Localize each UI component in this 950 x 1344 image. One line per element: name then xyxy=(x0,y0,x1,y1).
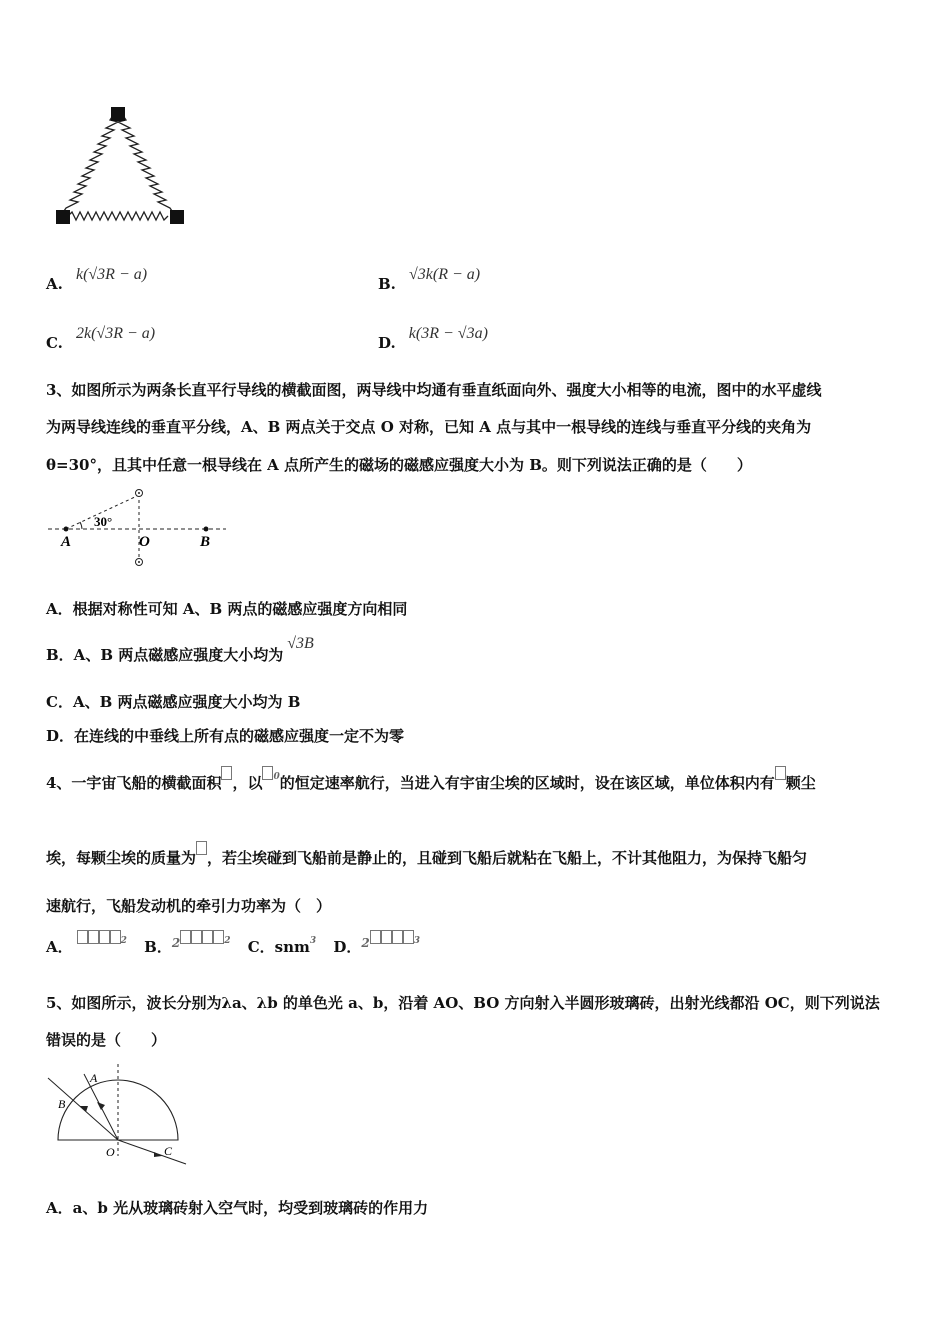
q3-option-a[interactable]: A．根据对称性可知 A、B 两点的磁感应强度方向相同 xyxy=(46,600,408,618)
q5-option-a[interactable]: A．a、b 光从玻璃砖射入空气时，均受到玻璃砖的作用力 xyxy=(46,1199,429,1217)
wire-top-dot xyxy=(138,492,140,494)
q4-stem-line-3: 速航行，飞船发动机的牵引力功率为（ ） xyxy=(46,897,332,915)
q4-option-a[interactable] xyxy=(46,938,132,956)
q3-stem-line-1: 3、如图所示为两条长直平行导线的横截面图，两导线中均通有垂直纸面向外、强度大小相等的电流，图中的水平虚线 xyxy=(46,381,822,399)
q2-option-c[interactable] xyxy=(46,323,156,352)
missing-symbol-box xyxy=(381,930,392,944)
q4-option-b[interactable] xyxy=(144,938,236,956)
label-a: A xyxy=(61,534,72,550)
q5-stem-line-2: 错误的是（ ） xyxy=(46,1031,167,1049)
option-label: A. xyxy=(46,275,63,293)
q4-stem-line-1 xyxy=(46,772,816,793)
q2-option-b[interactable] xyxy=(378,264,481,293)
q3-option-d[interactable]: D．在连线的中垂线上所有点的磁感应强度一定不为零 xyxy=(46,727,405,745)
label-o: O xyxy=(139,534,150,550)
q5-glass-brick-figure xyxy=(44,1060,194,1170)
q2-option-d[interactable] xyxy=(378,323,488,352)
missing-symbol-box xyxy=(775,766,786,780)
q3-option-b[interactable] xyxy=(46,632,314,664)
label-c: C xyxy=(164,1144,173,1158)
q3-stem-line-2: 为两导线连线的垂直平分线，A、B 两点关于交点 O 对称，已知 A 点与其中一根导线的连线与垂直平分线的夹角为 xyxy=(46,418,812,436)
label-o: O xyxy=(106,1145,115,1159)
superscript: 2 xyxy=(224,936,231,946)
option-expression: k(3R − √3a) xyxy=(408,325,488,342)
option-label: B． xyxy=(144,938,172,956)
missing-symbol-box xyxy=(191,930,202,944)
option-expression: k(√3R − a) xyxy=(75,266,148,283)
q4-option-c[interactable] xyxy=(248,938,322,956)
spring-bottom xyxy=(68,212,168,220)
superscript: 3 xyxy=(309,936,317,946)
option-label: C. xyxy=(46,334,63,352)
option-label: D． xyxy=(333,938,362,956)
coefficient: 2 xyxy=(171,936,181,950)
q4-text: 颗尘 xyxy=(785,774,816,792)
missing-symbol-box xyxy=(403,930,414,944)
missing-symbol-box xyxy=(202,930,213,944)
point-a xyxy=(64,527,69,532)
wire-bottom-dot xyxy=(138,561,140,563)
missing-symbol-box xyxy=(77,930,88,944)
q4-text: ，以 xyxy=(232,774,263,792)
option-text: B．A、B 两点磁感应强度大小均为 xyxy=(46,646,284,664)
arrow-a xyxy=(97,1102,105,1110)
q4-stem-line-2 xyxy=(46,847,807,868)
mass-bottom-right xyxy=(170,210,184,224)
mass-bottom-left xyxy=(56,210,70,224)
label-b: B xyxy=(58,1097,66,1111)
label-a: A xyxy=(90,1071,98,1085)
q4-option-d[interactable] xyxy=(333,938,420,956)
point-b xyxy=(204,527,209,532)
missing-symbol-box xyxy=(213,930,224,944)
q4-text: ，若尘埃碰到飞船前是静止的，且碰到飞船后就粘在飞船上，不计其他阻力，为保持飞船匀 xyxy=(207,849,808,867)
angle-label: 30° xyxy=(94,514,113,529)
missing-symbol-box xyxy=(99,930,110,944)
option-expression: 2k(√3R − a) xyxy=(76,325,156,342)
option-label: C． xyxy=(247,938,275,956)
superscript: 3 xyxy=(413,936,421,946)
option-expression: √3B xyxy=(287,635,314,652)
missing-symbol-box xyxy=(196,841,207,855)
ray-oc xyxy=(118,1140,186,1164)
option-label: D. xyxy=(378,334,396,352)
arrow-b xyxy=(80,1106,88,1112)
option-label: B. xyxy=(378,275,396,293)
option-label: A． xyxy=(46,938,73,956)
option-expression: √3k(R − a) xyxy=(409,266,481,283)
missing-symbol-box xyxy=(180,930,191,944)
q3-option-c[interactable]: C．A、B 两点磁感应强度大小均为 B xyxy=(46,693,301,711)
missing-symbol-box xyxy=(221,766,232,780)
q2-option-a[interactable] xyxy=(46,264,148,293)
q3-stem-line-3: θ=30°，且其中任意一根导线在 A 点所产生的磁场的磁感应强度大小为 B。则下列说法正确的是（ ） xyxy=(46,456,752,474)
q4-text: 的恒定速率航行，当进入有宇宙尘埃的区域时，设在该区域，单位体积内有 xyxy=(279,774,775,792)
missing-symbol-box xyxy=(88,930,99,944)
missing-symbol-box xyxy=(262,766,273,780)
arrow-c xyxy=(154,1152,162,1157)
q3-wire-figure xyxy=(44,484,234,574)
q4-options xyxy=(46,936,420,957)
q5-stem-line-1: 5、如图所示，波长分别为λa、λb 的单色光 a、b，沿着 AO、BO 方向射入半圆形玻璃砖，出射光线都沿 OC，则下列说法 xyxy=(46,994,880,1012)
missing-symbol-box xyxy=(110,930,121,944)
spring-left xyxy=(62,114,118,214)
label-b: B xyxy=(200,534,211,550)
q4-text: 4、一宇宙飞船的横截面积 xyxy=(46,774,222,792)
q4-text: 埃，每颗尘埃的质量为 xyxy=(46,849,197,867)
spring-right xyxy=(118,114,174,214)
angle-arc xyxy=(80,522,82,529)
subscript-0: 0 xyxy=(273,772,280,782)
superscript: 2 xyxy=(120,936,127,946)
missing-symbol-box xyxy=(370,930,381,944)
coefficient: 2 xyxy=(361,936,370,950)
spring-triangle-figure xyxy=(48,100,198,230)
mass-top xyxy=(111,107,125,121)
option-expression: snm xyxy=(274,938,310,956)
missing-symbol-box xyxy=(392,930,403,944)
